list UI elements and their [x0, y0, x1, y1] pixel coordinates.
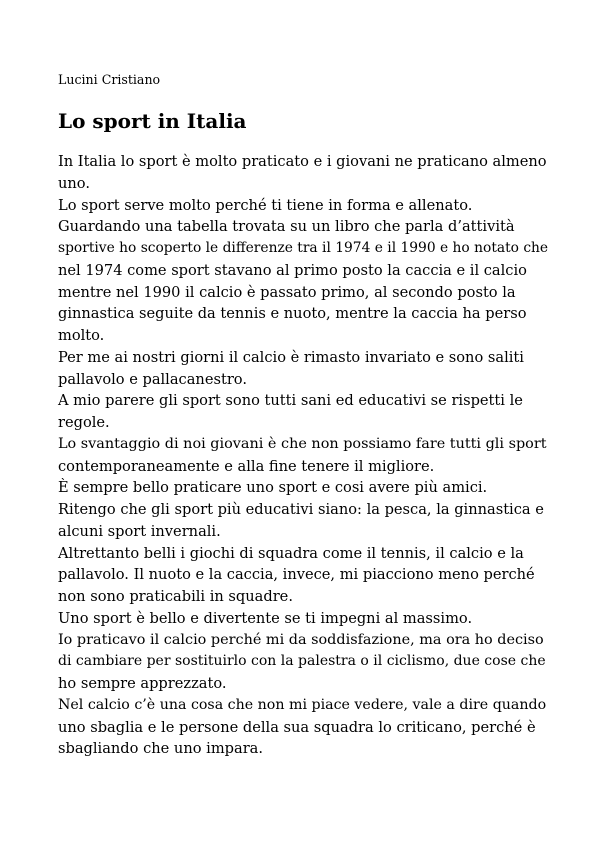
text-line: sportive ho scoperto le differenze tra il 1974 e il 1990 e ho notato che — [58, 240, 549, 256]
text-line: uno. — [58, 174, 90, 192]
text-line: nel 1974 come sport stavano al primo posto la caccia e il calcio — [58, 261, 527, 279]
text-line: alcuni sport invernali. — [58, 522, 221, 540]
text-line: Ritengo che gli sport più educativi siano: la pesca, la ginnastica e — [58, 501, 544, 518]
text-line: contemporaneamente e alla fine tenere il migliore. — [58, 457, 435, 475]
text-line: pallavolo. Il nuoto e la caccia, invece, mi piacciono meno perché — [58, 566, 535, 584]
text-line: non sono praticabili in squadre. — [58, 588, 293, 605]
text-line: ho sempre apprezzato. — [58, 675, 227, 692]
text-line: di cambiare per sostituirlo con la palestra o il ciclismo, due cose che — [58, 653, 546, 670]
text-line: uno sbaglia e le persone della sua squadra lo criticano, perché è — [58, 718, 536, 736]
text-line: ginnastica seguite da tennis e nuoto, mentre la caccia ha perso — [58, 305, 527, 323]
text-line: Io praticavo il calcio perché mi da soddisfazione, ma ora ho deciso — [58, 631, 544, 648]
text-line: In Italia lo sport è molto praticato e i giovani ne praticano almeno — [58, 153, 547, 170]
text-line: È sempre bello praticare uno sport e cosi avere più amici. — [58, 479, 488, 497]
text-line: A mio parere gli sport sono tutti sani ed educativi se rispetti le — [58, 392, 523, 410]
text-line: sbagliando che uno impara. — [58, 740, 264, 758]
text-line: regole. — [58, 414, 110, 431]
text-line: Nel calcio c’è una cosa che non mi piace vedere, vale a dire quando — [58, 696, 547, 713]
text-line: pallavolo e pallacanestro. — [58, 370, 247, 388]
text-line: Lo sport serve molto perché ti tiene in forma e allenato. — [58, 196, 473, 214]
text-line: mentre nel 1990 il calcio è passato primo, al secondo posto la — [58, 283, 516, 301]
document-title: Lo sport in Italia — [58, 109, 247, 133]
text-line: Guardando una tabella trovata su un libro che parla d’attività — [58, 218, 515, 236]
text-line: Altrettanto belli i giochi di squadra come il tennis, il calcio e la — [58, 544, 524, 562]
author-name: Lucini Cristiano — [58, 72, 161, 87]
text-line: Per me ai nostri giorni il calcio è rimasto invariato e sono saliti — [58, 348, 524, 366]
text-line: Uno sport è bello e divertente se ti impegni al massimo. — [58, 609, 473, 627]
body-text — [58, 151, 548, 760]
text-line: Lo svantaggio di noi giovani è che non possiamo fare tutti gli sport — [58, 435, 547, 452]
text-line: molto. — [58, 327, 105, 344]
